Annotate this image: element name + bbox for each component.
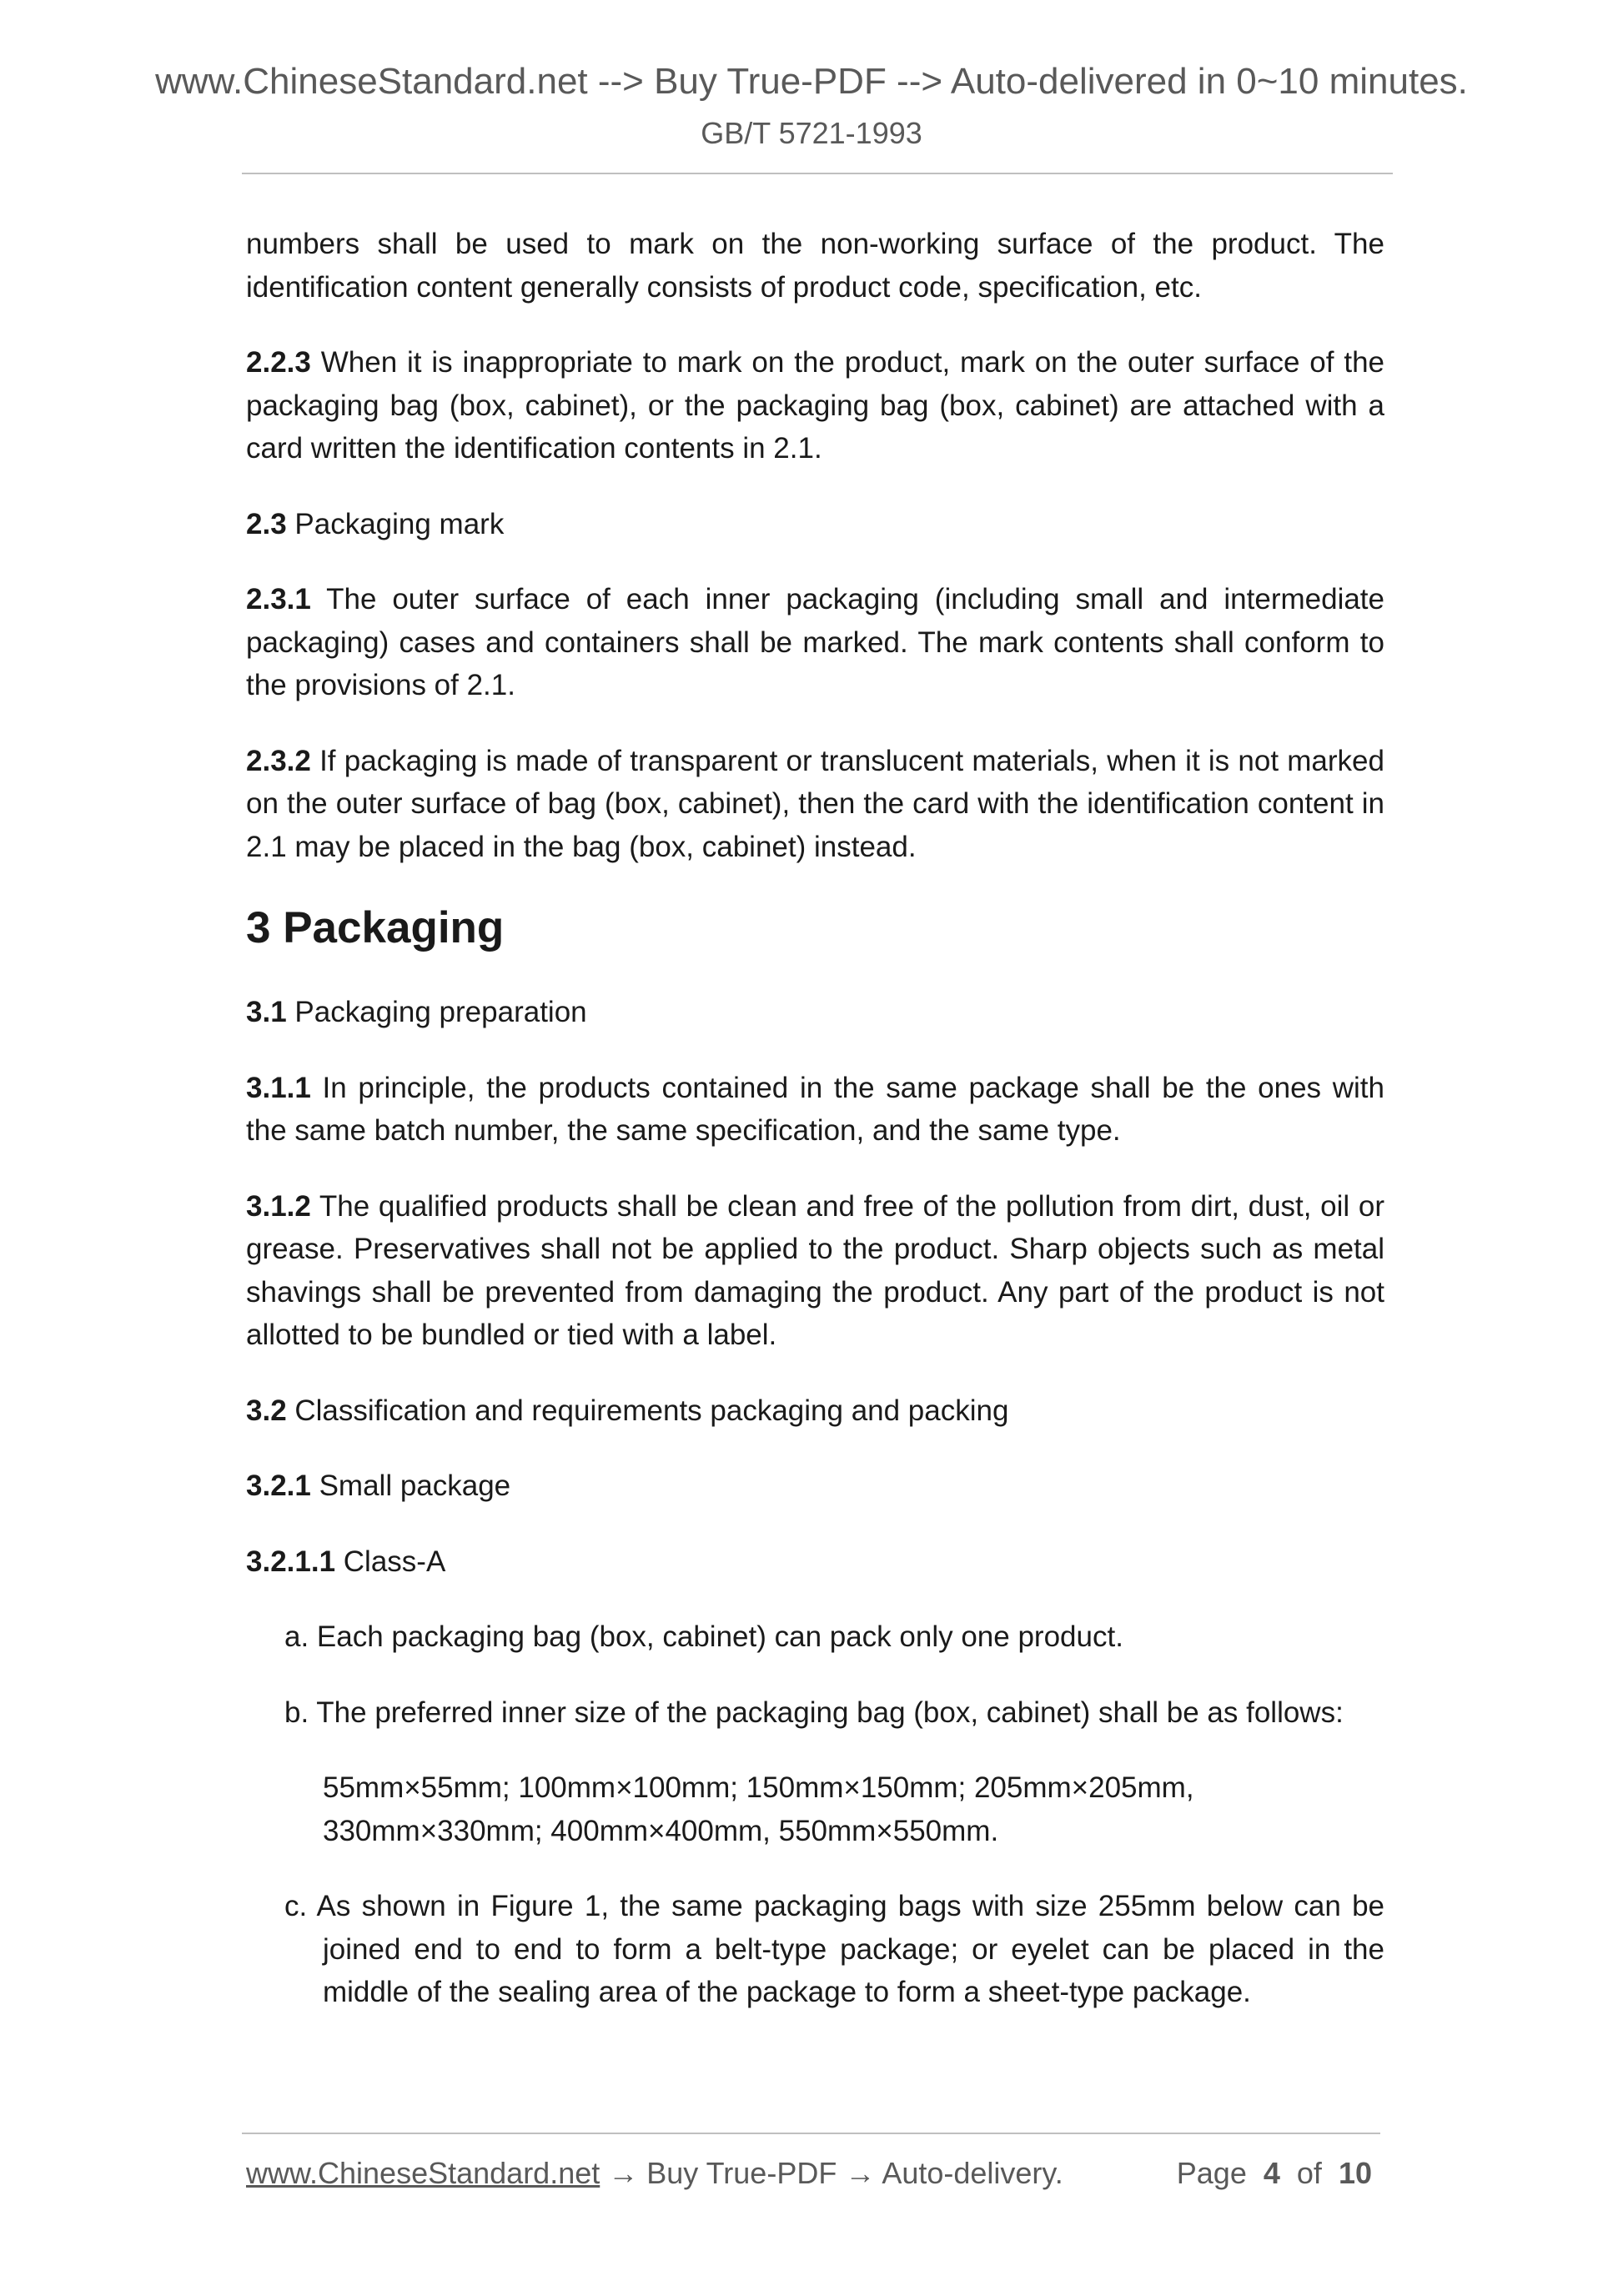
page-total: 10 (1338, 2156, 1372, 2190)
clause-2-2-3 (246, 341, 1384, 470)
clause-number: 2.3 (246, 507, 287, 540)
clause-3-2-1 (246, 1465, 1384, 1508)
clause-text: Class-A (335, 1545, 446, 1578)
section-heading: 3 Packaging (246, 903, 505, 952)
clause-number: 3.1.2 (246, 1189, 311, 1223)
header-divider (242, 173, 1393, 174)
clause-text: Small package (310, 1470, 511, 1502)
standard-number: GB/T 5721-1993 (701, 116, 922, 150)
clause-number: 2.2.3 (246, 346, 311, 379)
clause-number: 3.1.1 (246, 1071, 311, 1104)
clause-text: If packaging is made of transparent or translucent materials, when it is not marked on the outer surface of bag (box, cabinet), then the card with the identification content in 2.1 may be placed in the bag (box, cabinet) instead. (246, 744, 1384, 863)
clause-number: 3.2.1 (246, 1470, 311, 1502)
clause-text: When it is inappropriate to mark on the product, mark on the outer surface of the packaging bag (box, cabinet), or the packaging bag (box, cabinet) are attached with a card written the identification contents in 2.1. (246, 346, 1384, 465)
clause-2-3 (246, 503, 1384, 546)
paragraph-continued (246, 223, 1384, 309)
clause-3-2-1-1 (246, 1540, 1384, 1584)
page-number: 4 (1263, 2156, 1280, 2190)
page-label: Page (1176, 2156, 1247, 2190)
size-list-line: 55mm×55mm; 100mm×100mm; 150mm×150mm; 205mm×205mm, (323, 1771, 1194, 1804)
footer-site-link[interactable]: www.ChineseStandard.net (246, 2156, 600, 2190)
clause-number: 2.3.1 (246, 583, 311, 615)
clause-number: 3.1 (246, 996, 287, 1028)
clause-3-1-1 (246, 1067, 1384, 1153)
page-content (246, 223, 1384, 2047)
footer-tail-text: → Buy True-PDF → Auto-delivery. (600, 2156, 1063, 2190)
list-item-a: a. Each packaging bag (box, cabinet) can pack only one product. (284, 1620, 1123, 1653)
clause-text: The qualified products shall be clean and free of the pollution from dirt, dust, oil or grease. Preservatives shall not be applied to the product. Sharp objects such as metal shavings shall be prevented from damaging the product. Any part of the product is not allotted to be bundled or tied with a label. (246, 1189, 1384, 1351)
clause-2-3-1 (246, 578, 1384, 707)
clause-3-1-2 (246, 1185, 1384, 1357)
clause-text: The outer surface of each inner packaging (including small and intermediate packaging) cases and containers shall be marked. The mark contents shall conform to the provisions of 2.1. (246, 583, 1384, 701)
clause-number: 3.2.1.1 (246, 1545, 336, 1578)
size-list-line: 330mm×330mm; 400mm×400mm, 550mm×550mm. (323, 1814, 999, 1847)
size-list (323, 1766, 1384, 1852)
footer-promo (246, 2158, 1063, 2188)
of-label: of (1296, 2156, 1322, 2190)
clause-text: Classification and requirements packaging and packing (286, 1394, 1009, 1427)
clause-number: 2.3.2 (246, 744, 311, 777)
footer-divider (242, 2133, 1380, 2134)
clause-text: Packaging preparation (286, 996, 587, 1028)
clause-3-2 (246, 1389, 1384, 1433)
paragraph-text: numbers shall be used to mark on the non-working surface of the product. The identification content generally consists of product code, specification, etc. (246, 228, 1384, 304)
list-item-b: b. The preferred inner size of the packaging bag (box, cabinet) shall be as follows: (284, 1696, 1344, 1729)
page-indicator (1177, 2158, 1372, 2188)
list-item-c: c. As shown in Figure 1, the same packaging bags with size 255mm below can be joined end to end to form a belt-type package; or eyelet can be placed in the middle of the sealing area of the package to form a sheet-type package. (284, 1890, 1384, 2008)
clause-2-3-2 (246, 740, 1384, 869)
clause-3-1 (246, 991, 1384, 1034)
clause-text: Packaging mark (286, 507, 505, 540)
clause-number: 3.2 (246, 1394, 287, 1427)
clause-text: In principle, the products contained in the same package shall be the ones with the same batch number, the same specification, and the same type. (246, 1071, 1384, 1147)
header-banner: www.ChineseStandard.net --> Buy True-PDF --> Auto-delivered in 0~10 minutes. (155, 61, 1468, 102)
